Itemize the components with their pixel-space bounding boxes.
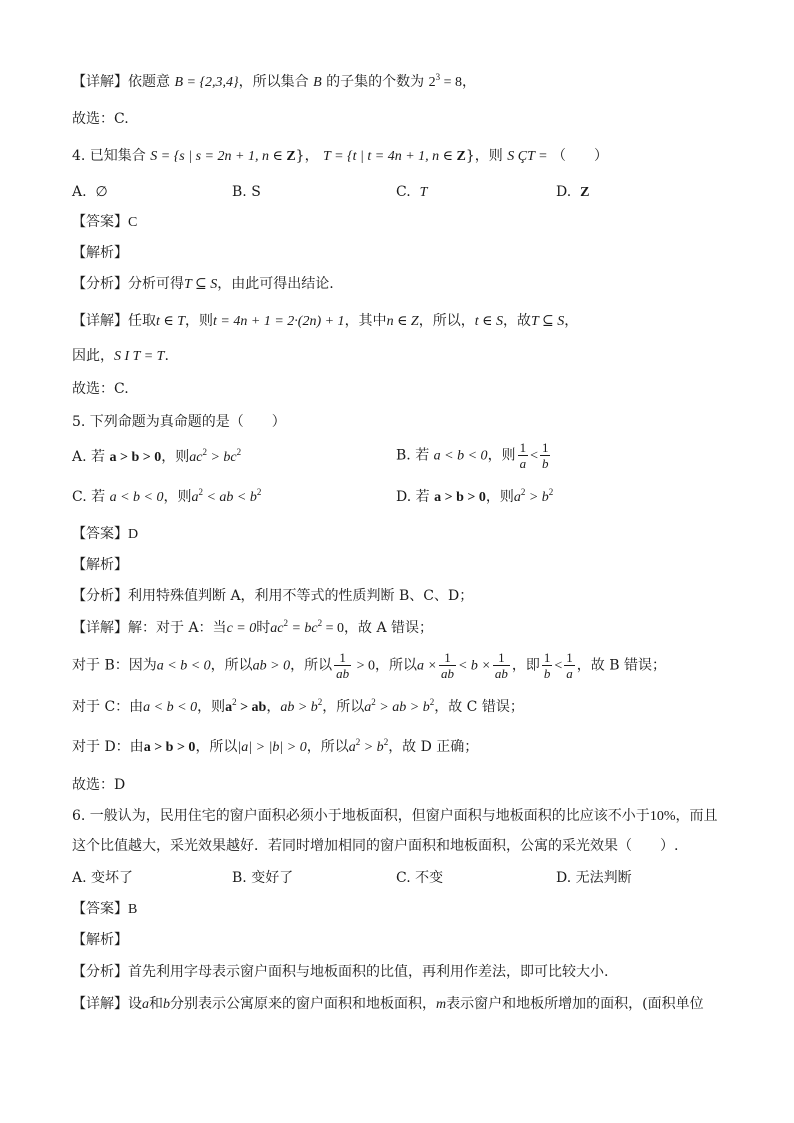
q5-detail-a	[72, 618, 433, 639]
q6-analysis-header: 【解析】	[72, 932, 128, 948]
option-label: C.	[396, 184, 411, 200]
option-label: B. 若	[396, 447, 430, 464]
math: B = {2,3,4}	[174, 75, 239, 90]
math: > bc	[206, 450, 237, 465]
q4-detail	[72, 311, 578, 332]
math: S = {s | s = 2n + 1, n ∈	[150, 149, 287, 164]
answer-tag: 【答案】	[72, 526, 128, 542]
math: 2	[428, 75, 436, 90]
text: .	[164, 348, 169, 364]
denominator: b	[541, 456, 549, 471]
math: c = 0	[226, 621, 257, 636]
fraction	[334, 650, 351, 681]
denominator: b	[543, 666, 551, 681]
text: 因此，	[72, 348, 114, 364]
text: ，故	[502, 313, 531, 329]
exponent: 2	[317, 618, 323, 628]
answer-tag: 【答案】	[72, 214, 128, 230]
q6-option-d: D. 无法判断	[556, 870, 632, 886]
math: = bc	[287, 621, 318, 636]
answer-value: D	[128, 527, 139, 542]
q4-analysis-header: 【解析】	[72, 245, 128, 261]
option-value: ∅	[95, 185, 108, 200]
math: > b	[525, 490, 549, 505]
math: > ab > b	[375, 700, 430, 715]
text: 设	[128, 996, 142, 1012]
q5-detail-b	[72, 650, 666, 681]
text: }，则	[465, 148, 503, 164]
math: <	[530, 448, 538, 464]
option-label: C. 若	[72, 489, 106, 505]
text: ，所以	[290, 657, 333, 674]
denominator: a	[566, 666, 573, 681]
q4-stem	[72, 146, 608, 167]
fraction	[493, 650, 510, 681]
math: |a| > |b| > 0	[237, 740, 307, 755]
numerator: 1	[519, 440, 527, 455]
exponent: 2	[283, 618, 288, 628]
answer-value: B	[128, 902, 138, 917]
math: a	[142, 997, 149, 1012]
detail-tag: 【详解】	[72, 620, 128, 636]
answer-value: C	[128, 215, 138, 230]
answer-tag: 【答案】	[72, 901, 128, 917]
text: ，则	[487, 447, 516, 464]
text: ，则	[185, 313, 214, 329]
exponent: 2	[355, 737, 361, 747]
exponent: 2	[232, 697, 237, 707]
text: 表示窗户和地板所增加的面积，(面积单位	[446, 996, 704, 1012]
text: ，	[564, 313, 579, 329]
math: a < b < 0	[156, 658, 211, 674]
math: T ⊆ S	[530, 314, 565, 329]
math: a	[348, 740, 356, 755]
math: Z	[286, 149, 296, 164]
denominator: ab	[494, 666, 508, 681]
exponent: 2	[383, 737, 389, 747]
text: }，	[295, 148, 319, 164]
numerator: 1	[334, 650, 351, 666]
detail-tag: 【详解】	[72, 313, 128, 329]
text: ，所以	[210, 657, 253, 674]
q4-choice: 故选：C.	[72, 381, 129, 397]
math: a	[364, 700, 372, 715]
text: ，	[266, 699, 281, 715]
exponent: 2	[202, 447, 207, 457]
q6-stem-line2: 这个比值越大，采光效果越好．若同时增加相同的窗户面积和地板面积，公寓的采光效果（ ）.	[72, 838, 679, 854]
q4-option-c	[396, 182, 427, 203]
q4-option-d	[556, 182, 589, 203]
text: ，故 C 错误；	[434, 699, 524, 715]
math: a < b < 0	[109, 490, 164, 505]
q3-choice: 故选：C.	[72, 111, 129, 127]
exponent: 2	[520, 487, 526, 497]
text: ，所以，	[418, 313, 475, 329]
math: = 8	[440, 75, 462, 90]
option-value: Z	[580, 185, 590, 200]
q5-answer	[72, 524, 138, 545]
text: 对于 B：因为	[72, 657, 157, 674]
q6-stem-line1	[72, 806, 717, 827]
text: 6. 一般认为，民用住宅的窗户面积必须小于地板面积，但窗户面积与地板面积的比应该不小于	[72, 808, 650, 824]
text: 对于 C：由	[72, 699, 144, 715]
option-label: D. 若	[396, 489, 430, 505]
option-label: A.	[72, 184, 87, 200]
text: ，	[461, 74, 476, 90]
math: < ab < b	[202, 490, 257, 505]
text: ，所以	[375, 657, 418, 674]
option-label: D.	[556, 184, 572, 200]
math: T = {t | t = 4n + 1, n ∈	[323, 149, 457, 164]
q3-detail-line	[72, 72, 476, 93]
q6-option-b: B. 变好了	[232, 870, 294, 886]
q5-detail-c	[72, 697, 524, 718]
text: 分别表示公寓原来的窗户面积和地板面积，	[170, 996, 436, 1012]
text: ，故 A 错误；	[344, 620, 434, 636]
q5-stem: 5. 下列命题为真命题的是（ ）	[72, 414, 286, 430]
q6-detail	[72, 994, 704, 1015]
math: n ∈ Z	[386, 314, 419, 329]
exponent: 2	[236, 447, 242, 457]
math: ac	[270, 621, 284, 636]
q5-option-a	[72, 447, 241, 468]
q4-option-a	[72, 182, 108, 203]
math: a	[225, 700, 233, 715]
numerator: 1	[543, 650, 551, 665]
text: ，其中	[344, 313, 387, 329]
q6-option-c: C. 不变	[396, 870, 444, 886]
exponent: 2	[256, 487, 262, 497]
math: S I T = T	[114, 349, 165, 364]
analysis-tag: 【分析】	[72, 588, 128, 604]
denominator: ab	[440, 666, 454, 681]
math: m	[436, 997, 447, 1012]
math: T ⊆ S	[184, 277, 218, 292]
q4-option-b: B. S	[232, 184, 261, 200]
text: 和	[149, 996, 163, 1012]
text: ，所以	[195, 739, 238, 755]
q4-conclusion	[72, 346, 169, 367]
analysis-tag: 【分析】	[72, 964, 128, 980]
denominator: a	[519, 456, 527, 471]
q5-analysis	[72, 586, 473, 606]
math: <	[554, 658, 563, 674]
denominator: ab	[336, 666, 350, 681]
q5-option-d	[396, 487, 553, 508]
text: 首先利用字母表示窗户面积与地板面积的比值，再利用作差法，即可比较大小.	[128, 964, 609, 980]
math: ab > 0	[252, 658, 291, 674]
math: ac	[189, 450, 203, 465]
q5-option-c	[72, 487, 261, 508]
exponent: 2	[371, 697, 376, 707]
fraction	[540, 440, 551, 471]
math: > ab	[236, 700, 267, 715]
analysis-tag: 【分析】	[72, 276, 128, 292]
text: ，则	[163, 489, 192, 505]
text: ，而且	[675, 808, 718, 824]
text: 分析可得	[128, 276, 184, 292]
text: 利用特殊值判断 A，利用不等式的性质判断 B、C、D；	[128, 588, 474, 604]
text: （ ）	[552, 148, 609, 164]
text: ，所以	[306, 739, 349, 755]
text: 解：对于 A：当	[128, 620, 227, 636]
text: ，则	[161, 449, 190, 465]
math: a > b > 0	[434, 490, 486, 505]
math: Z	[456, 149, 466, 164]
fraction	[564, 650, 575, 681]
text: 时	[256, 620, 271, 636]
math: a < b < 0	[143, 700, 198, 715]
q5-option-b	[396, 440, 552, 471]
q4-answer	[72, 212, 137, 233]
text: 依题意	[128, 74, 170, 90]
q5-choice: 故选：D	[72, 777, 126, 793]
math: a ×	[417, 658, 437, 674]
math: = 0	[322, 621, 345, 636]
math: t ∈ T	[156, 314, 186, 329]
exponent: 2	[198, 487, 203, 497]
q6-option-a: A. 变坏了	[72, 870, 134, 886]
option-value: T	[419, 185, 428, 200]
math: a	[513, 490, 521, 505]
numerator: 1	[439, 650, 456, 666]
text: ，所以	[322, 699, 365, 715]
exponent: 2	[429, 697, 435, 707]
math: > b	[360, 740, 384, 755]
math: < b ×	[457, 658, 491, 674]
numerator: 1	[566, 650, 573, 665]
text: ，则	[197, 699, 226, 715]
text: ，故 B 错误；	[576, 657, 666, 674]
math: t ∈ S	[474, 314, 503, 329]
text: 4. 已知集合	[72, 148, 146, 164]
fraction	[518, 440, 529, 471]
math: a > b > 0	[109, 450, 162, 465]
exponent: 2	[317, 697, 323, 707]
detail-tag: 【详解】	[72, 996, 128, 1012]
math: > 0	[353, 658, 376, 674]
q6-analysis	[72, 962, 608, 982]
q5-detail-d	[72, 737, 478, 758]
q5-analysis-header: 【解析】	[72, 557, 128, 573]
math: S ÇT =	[507, 149, 548, 164]
numerator: 1	[493, 650, 510, 666]
numerator: 1	[541, 440, 549, 455]
text: ，故 D 正确；	[388, 739, 479, 755]
text: 对于 D：由	[72, 739, 144, 755]
text: ，即	[511, 657, 540, 674]
text: 任取	[128, 313, 156, 329]
detail-tag: 【详解】	[72, 74, 128, 90]
text: ，所以集合	[238, 74, 309, 90]
text: 的子集的个数为	[326, 74, 425, 90]
q4-analysis	[72, 274, 334, 295]
q6-answer	[72, 899, 137, 920]
math: 10%	[649, 809, 676, 824]
option-label: A. 若	[72, 449, 106, 465]
exponent: 2	[548, 487, 554, 497]
math: B	[313, 75, 322, 90]
fraction	[439, 650, 456, 681]
math: a < b < 0	[433, 448, 488, 464]
math: t = 4n + 1 = 2·(2n) + 1	[213, 314, 345, 329]
fraction	[542, 650, 553, 681]
math: b	[163, 997, 170, 1012]
exponent: 3	[435, 72, 441, 82]
text: ，由此可得出结论.	[217, 276, 334, 292]
math: a > b > 0	[143, 740, 196, 755]
math: ab > b	[280, 700, 318, 715]
math: a	[191, 490, 199, 505]
text: ，则	[485, 489, 514, 505]
